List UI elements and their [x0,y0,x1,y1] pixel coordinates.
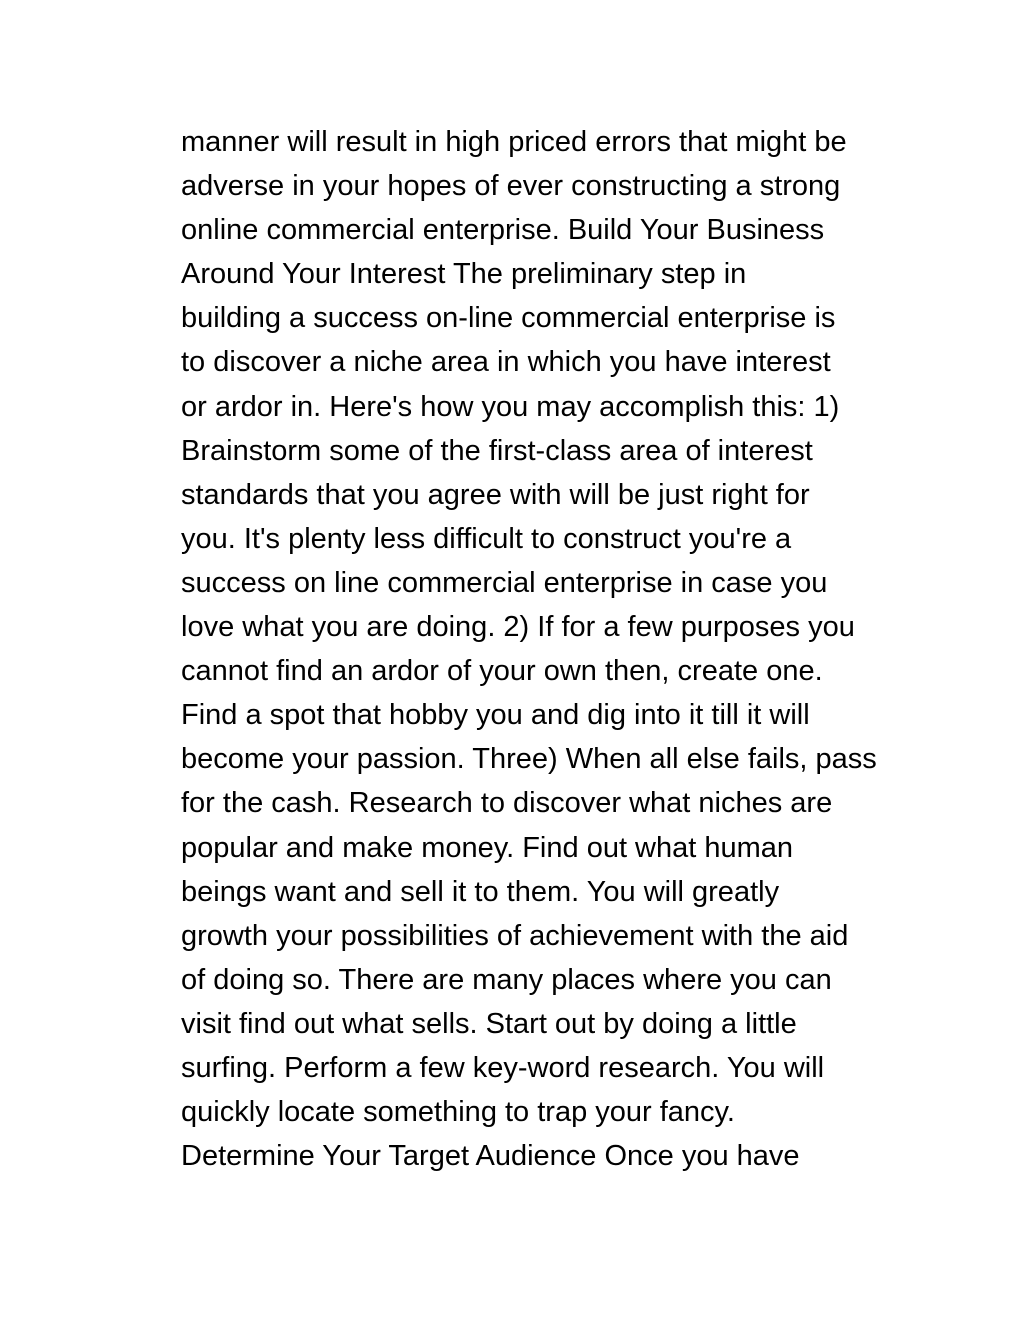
body-text [181,120,941,1178]
text-line: of doing so. There are many places where you can [181,963,832,996]
text-line: to discover a niche area in which you have interest [181,346,831,379]
text-line: popular and make money. Find out what human [181,831,794,864]
text-line: for the cash. Research to discover what niches are [181,787,833,820]
text-line: surfing. Perform a few key-word research. You will [181,1051,825,1084]
text-line: you. It's plenty less difficult to construct you're a [181,522,792,555]
text-line: Find a spot that hobby you and dig into it till it will [181,699,810,732]
text-line: standards that you agree with will be just right for [181,478,810,511]
text-line: building a success on-line commercial enterprise is [181,302,836,335]
text-line: adverse in your hopes of ever constructing a strong [181,170,841,203]
text-line: growth your possibilities of achievement with the aid [181,919,849,952]
text-line: beings want and sell it to them. You will greatly [181,875,780,908]
text-line: Around Your Interest The preliminary step in [181,258,747,291]
text-line: success on line commercial enterprise in case you [181,566,828,599]
text-line: love what you are doing. 2) If for a few purposes you [181,611,855,644]
text-line: visit find out what sells. Start out by doing a little [181,1007,797,1040]
text-line: quickly locate something to trap your fancy. [181,1096,735,1129]
text-line: Brainstorm some of the first-class area of interest [181,434,813,467]
text-line: online commercial enterprise. Build Your Business [181,214,825,247]
text-line: or ardor in. Here's how you may accomplish this: 1) [181,390,840,423]
text-line: Determine Your Target Audience Once you have [181,1140,800,1173]
text-line: cannot find an ardor of your own then, create one. [181,655,823,688]
text-line: manner will result in high priced errors that might be [181,126,847,158]
text-line: become your passion. Three) When all else fails, pass [181,743,877,776]
